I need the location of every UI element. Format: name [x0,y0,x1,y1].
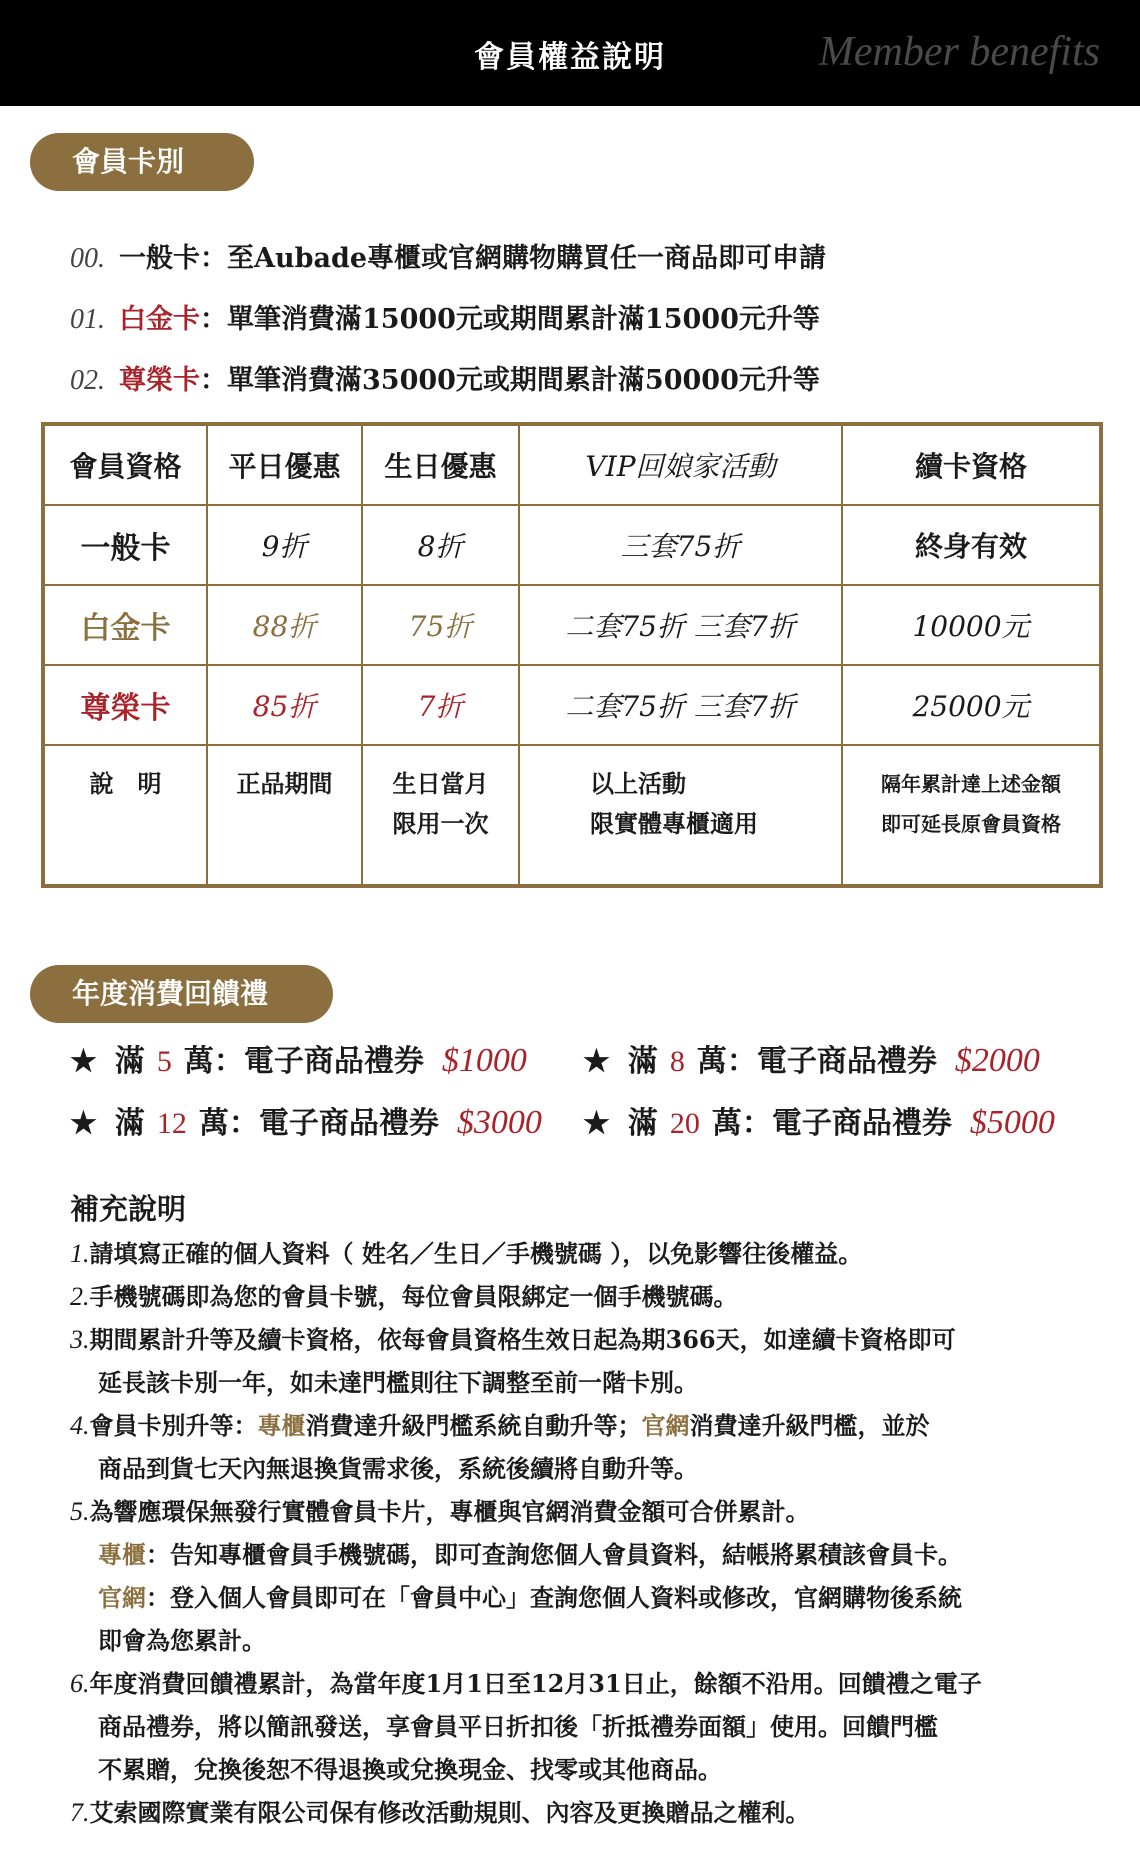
tier-name: 白金卡 [119,304,200,335]
notes-label: 說 明 [43,745,207,886]
tier-number: 01. [70,304,105,335]
reward-suffix: 萬：電子商品禮券 [711,1106,952,1141]
note-continuation: 延長該卡別一年，如未達門檻則往下調整至前一階卡別。 [98,1368,698,1397]
vip-cell: 三套75折 [519,505,842,585]
note-text: 為響應環保無發行實體會員卡片，專櫃與官網消費金額可合併累計。 [89,1497,810,1526]
reward-suffix: 萬：電子商品禮券 [696,1044,937,1079]
notes-weekday: 正品期間 [207,745,362,886]
note-text: 期間累計升等及續卡資格，依每會員資格生效日起為期366天，如達續卡資格即可 [89,1325,956,1354]
tier-cell: 白金卡 [43,585,207,665]
tier-desc: ：至Aubade專櫃或官網購物購買任一商品即可申請 [200,243,827,274]
supplement-title: 補充說明 [70,1192,187,1226]
note-continuation [70,1533,1090,1576]
note-number: 2. [70,1282,90,1311]
reward-amount: $2000 [954,1042,1040,1079]
page-subtitle-en: Member benefits [818,29,1100,75]
vip-cell: 二套75折 三套7折 [519,665,842,745]
birthday-cell: 7折 [362,665,519,745]
reward-prefix: 滿 [627,1044,658,1079]
note-continuation: 商品到貨七天內無退換貨需求後，系統後續將自動升等。 [98,1454,698,1483]
star-icon: ★ [70,1044,97,1079]
star-icon: ★ [583,1044,610,1079]
note-item [70,1275,1090,1318]
note-text: 會員卡別升等： [89,1411,258,1440]
note-text: ：登入個人會員即可在「會員中心」查詢您個人資料或修改，官網購物後系統 [146,1583,962,1612]
header-cell: VIP回娘家活動 [519,424,842,505]
note-number: 3. [70,1325,90,1354]
note-text: ：告知專櫃會員手機號碼，即可查詢您個人會員資料，結帳將累積該會員卡。 [146,1540,962,1569]
header-cell: 續卡資格 [842,424,1101,505]
notes-birthday [362,745,519,886]
note-continuation: 即會為您累計。 [98,1626,266,1655]
reward-prefix: 滿 [114,1044,145,1079]
note-item [70,1490,1090,1533]
renew-cell: 10000元 [842,585,1101,665]
notes-vip [519,745,842,886]
notes-line: 限實體專櫃適用 [590,809,758,838]
tier-number: 00. [70,243,105,274]
note-keyword: 專櫃 [257,1411,306,1440]
table-row [43,505,1101,585]
notes-line: 限用一次 [392,809,489,838]
birthday-cell: 8折 [362,505,519,585]
notes-line: 即可延長原會員資格 [881,812,1061,836]
renew-cell: 25000元 [842,665,1101,745]
note-keyword: 專櫃 [98,1540,146,1569]
tier-line-premier [70,358,820,397]
note-keyword: 官網 [98,1583,146,1612]
supplement-notes [70,1232,1090,1834]
reward-row [583,1098,1055,1142]
note-number: 5. [70,1497,90,1526]
star-icon: ★ [70,1106,97,1141]
tier-line-platinum [70,297,820,336]
note-text: 消費達升級門檻，並於 [689,1411,930,1440]
tier-desc: ：單筆消費滿35000元或期間累計滿50000元升等 [200,365,820,396]
note-continuation: 商品禮券，將以簡訊發送，享會員平日折扣後「折抵禮券面額」使用。回饋門檻 [98,1712,938,1741]
tier-number: 02. [70,365,105,396]
weekday-cell: 88折 [207,585,362,665]
star-icon: ★ [583,1106,610,1141]
tier-cell: 尊榮卡 [43,665,207,745]
note-item [70,1318,1090,1361]
header-cell: 會員資格 [43,424,207,505]
note-text: 手機號碼即為您的會員卡號，每位會員限綁定一個手機號碼。 [89,1282,738,1311]
note-item [70,1662,1090,1705]
table-row [43,585,1101,665]
reward-threshold: 12 [156,1107,187,1140]
note-number: 4. [70,1411,90,1440]
reward-prefix: 滿 [627,1106,658,1141]
note-number: 6. [70,1669,90,1698]
note-keyword: 官網 [641,1411,690,1440]
note-item [70,1404,1090,1447]
notes-line: 以上活動 [590,769,686,798]
table-header-row [43,424,1101,505]
reward-amount: $1000 [441,1042,527,1079]
note-continuation [70,1576,1090,1619]
notes-line: 隔年累計達上述金額 [881,772,1061,796]
header-cell: 生日優惠 [362,424,519,505]
notes-line: 生日當月 [392,769,489,798]
note-number: 1. [70,1239,90,1268]
reward-row [70,1036,527,1080]
reward-row [583,1036,1040,1080]
reward-prefix: 滿 [114,1106,145,1141]
page-title: 會員權益說明 [474,40,666,75]
tier-cell: 一般卡 [43,505,207,585]
weekday-cell: 9折 [207,505,362,585]
benefits-table [41,422,1103,888]
notes-renew [842,745,1101,886]
note-text: 年度消費回饋禮累計，為當年度1月1日至12月31日止，餘額不沿用。回饋禮之電子 [89,1669,982,1698]
reward-threshold: 20 [669,1107,700,1140]
section-title-rewards: 年度消費回饋禮 [30,965,333,1023]
note-item [70,1791,1090,1834]
table-row [43,665,1101,745]
tier-line-general [70,236,826,275]
note-continuation: 不累贈，兌換後恕不得退換或兌換現金、找零或其他商品。 [98,1755,722,1784]
renew-cell: 終身有效 [842,505,1101,585]
tier-name: 尊榮卡 [119,365,200,396]
reward-row [70,1098,542,1142]
reward-suffix: 萬：電子商品禮券 [183,1044,424,1079]
table-notes-row [43,745,1101,886]
header-banner [0,0,1140,106]
note-number: 7. [70,1798,90,1827]
tier-desc: ：單筆消費滿15000元或期間累計滿15000元升等 [200,304,820,335]
note-text: 消費達升級門檻系統自動升等； [305,1411,642,1440]
section-title-tiers: 會員卡別 [30,133,254,191]
tier-name: 一般卡 [119,243,200,274]
reward-threshold: 5 [156,1045,172,1078]
note-text: 請填寫正確的個人資料（ 姓名／生日／手機號碼 ），以免影響往後權益。 [89,1239,863,1268]
birthday-cell: 75折 [362,585,519,665]
note-text: 艾索國際實業有限公司保有修改活動規則、內容及更換贈品之權利。 [89,1798,810,1827]
note-item [70,1232,1090,1275]
reward-threshold: 8 [669,1045,685,1078]
reward-suffix: 萬：電子商品禮券 [198,1106,439,1141]
vip-cell: 二套75折 三套7折 [519,585,842,665]
reward-amount: $3000 [456,1104,542,1141]
weekday-cell: 85折 [207,665,362,745]
reward-amount: $5000 [969,1104,1055,1141]
header-cell: 平日優惠 [207,424,362,505]
